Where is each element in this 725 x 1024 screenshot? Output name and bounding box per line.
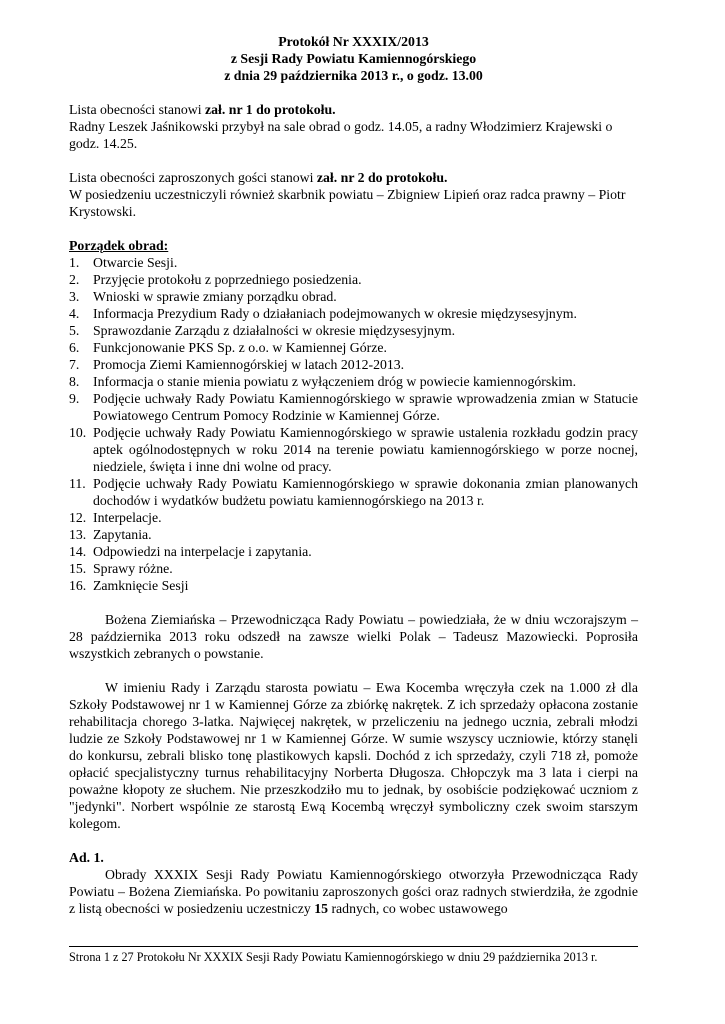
late-arrivals-note: Radny Leszek Jaśnikowski przybył na sale obrad o godz. 14.05, a radny Włodzimierz Krajewski o godz. 14.25.	[69, 119, 613, 151]
title-line-1: Protokół Nr XXXIX/2013	[278, 34, 429, 49]
agenda-item: 1. Otwarcie Sesji.	[69, 255, 178, 270]
attendance-note: Lista obecności stanowi zał. nr 1 do protokołu.	[69, 102, 336, 117]
agenda-heading: Porządek obrad:	[69, 238, 169, 253]
page-footer: Strona 1 z 27 Protokołu Nr XXXIX Sesji Rady Powiatu Kamiennogórskiego w dniu 29 października 2013 r.	[69, 946, 638, 965]
ad1-heading: Ad. 1.	[69, 850, 104, 865]
agenda-item: 11. Podjęcie uchwały Rady Powiatu Kamiennogórskiego w sprawie dokonania zmian planowanych dochodów i wydatków budżetu powiatu kamiennogórskiego na 2013 r.	[69, 476, 638, 508]
agenda-item: 5. Sprawozdanie Zarządu z działalności w okresie międzysesyjnym.	[69, 323, 456, 338]
agenda-item: 9. Podjęcie uchwały Rady Powiatu Kamiennogórskiego w sprawie wprowadzenia zmian w Statucie Powiatowego Centrum Pomocy Rodzinie w Kamiennej Górze.	[69, 391, 638, 423]
body-paragraph-cheque: W imieniu Rady i Zarządu starosta powiatu – Ewa Kocemba wręczyła czek na 1.000 zł dla Szkoły Podstawowej nr 1 w Kamiennej Górze za zbiórkę nakrętek. Z ich sprzedaży opłacona zostanie rehabilitacja chorego 3-latka. Najwięcej nakrętek, w przeliczeniu na jednego ucznia, zebrali młodzi ludzie ze Szkoły Podstawowej nr 1 w Kamiennej Górze. W sumie wszyscy uczniowie, którzy stanęli do konkursu, zebrali blisko tonę plastikowych kapsli. Dochód z ich sprzedaży, czyli 718 zł, pomoże opłacić specjalistyczny turnus rehabilitacyjny Norberta Długosza. Chłopczyk ma 3 lata i cierpi na poważne kłopoty ze słuchem. Nie przeszkodziło mu to jednak, by osobiście podziękować uczniom z "jedynki". Norbert wspólnie ze starostą Ewą Kocembą wręczył symboliczny czek swoim starszym kolegom.	[69, 680, 638, 831]
agenda-item: 16. Zamknięcie Sesji	[69, 578, 189, 593]
document-content	[69, 33, 638, 917]
agenda-item: 6. Funkcjonowanie PKS Sp. z o.o. w Kamiennej Górze.	[69, 340, 387, 355]
agenda-item: 3. Wnioski w sprawie zmiany porządku obrad.	[69, 289, 337, 304]
agenda-item: 7. Promocja Ziemi Kamiennogórskiej w latach 2012-2013.	[69, 357, 405, 372]
agenda-list	[69, 254, 638, 594]
agenda-item: 14. Odpowiedzi na interpelacje i zapytania.	[69, 544, 312, 559]
document-title	[69, 33, 638, 84]
guests-details: W posiedzeniu uczestniczyli również skarbnik powiatu – Zbigniew Lipień oraz radca prawny – Piotr Krystowski.	[69, 187, 626, 219]
agenda-item: 13. Zapytania.	[69, 527, 152, 542]
agenda-item: 8. Informacja o stanie mienia powiatu z wyłączeniem dróg w powiecie kamiennogórskim.	[69, 374, 577, 389]
title-line-2: z Sesji Rady Powiatu Kamiennogórskiego	[230, 51, 477, 66]
ad1-paragraph: Obrady XXXIX Sesji Rady Powiatu Kamiennogórskiego otworzyła Przewodnicząca Rady Powiatu – Bożena Ziemiańska. Po powitaniu zaproszonych gości oraz radnych stwierdziła, że zgodnie z listą obecności w posiedzeniu uczestniczy 15 radnych, co wobec ustawowego	[69, 867, 638, 916]
body-paragraph-tribute: Bożena Ziemiańska – Przewodnicząca Rady Powiatu – powiedziała, że w dniu wczorajszym – 28 października 2013 roku odszedł na zawsze wielki Polak – Tadeusz Mazowiecki. Poprosiła wszystkich zebranych o powstanie.	[69, 612, 638, 661]
agenda-item: 10. Podjęcie uchwały Rady Powiatu Kamiennogórskiego w sprawie ustalenia rozkładu godzin pracy aptek ogólnodostępnych w roku 2014 na terenie powiatu kamiennogórskiego w porze nocnej, niedziele, święta i inne dni wolne od pracy.	[69, 425, 638, 474]
guests-note: Lista obecności zaproszonych gości stanowi zał. nr 2 do protokołu.	[69, 170, 448, 185]
agenda-item: 4. Informacja Prezydium Rady o działaniach podejmowanych w okresie międzysesyjnym.	[69, 306, 577, 321]
agenda-item: 2. Przyjęcie protokołu z poprzedniego posiedzenia.	[69, 272, 362, 287]
agenda-item: 15. Sprawy różne.	[69, 561, 173, 576]
title-line-3: z dnia 29 października 2013 r., o godz. 13.00	[224, 68, 483, 83]
agenda-item: 12. Interpelacje.	[69, 510, 162, 525]
